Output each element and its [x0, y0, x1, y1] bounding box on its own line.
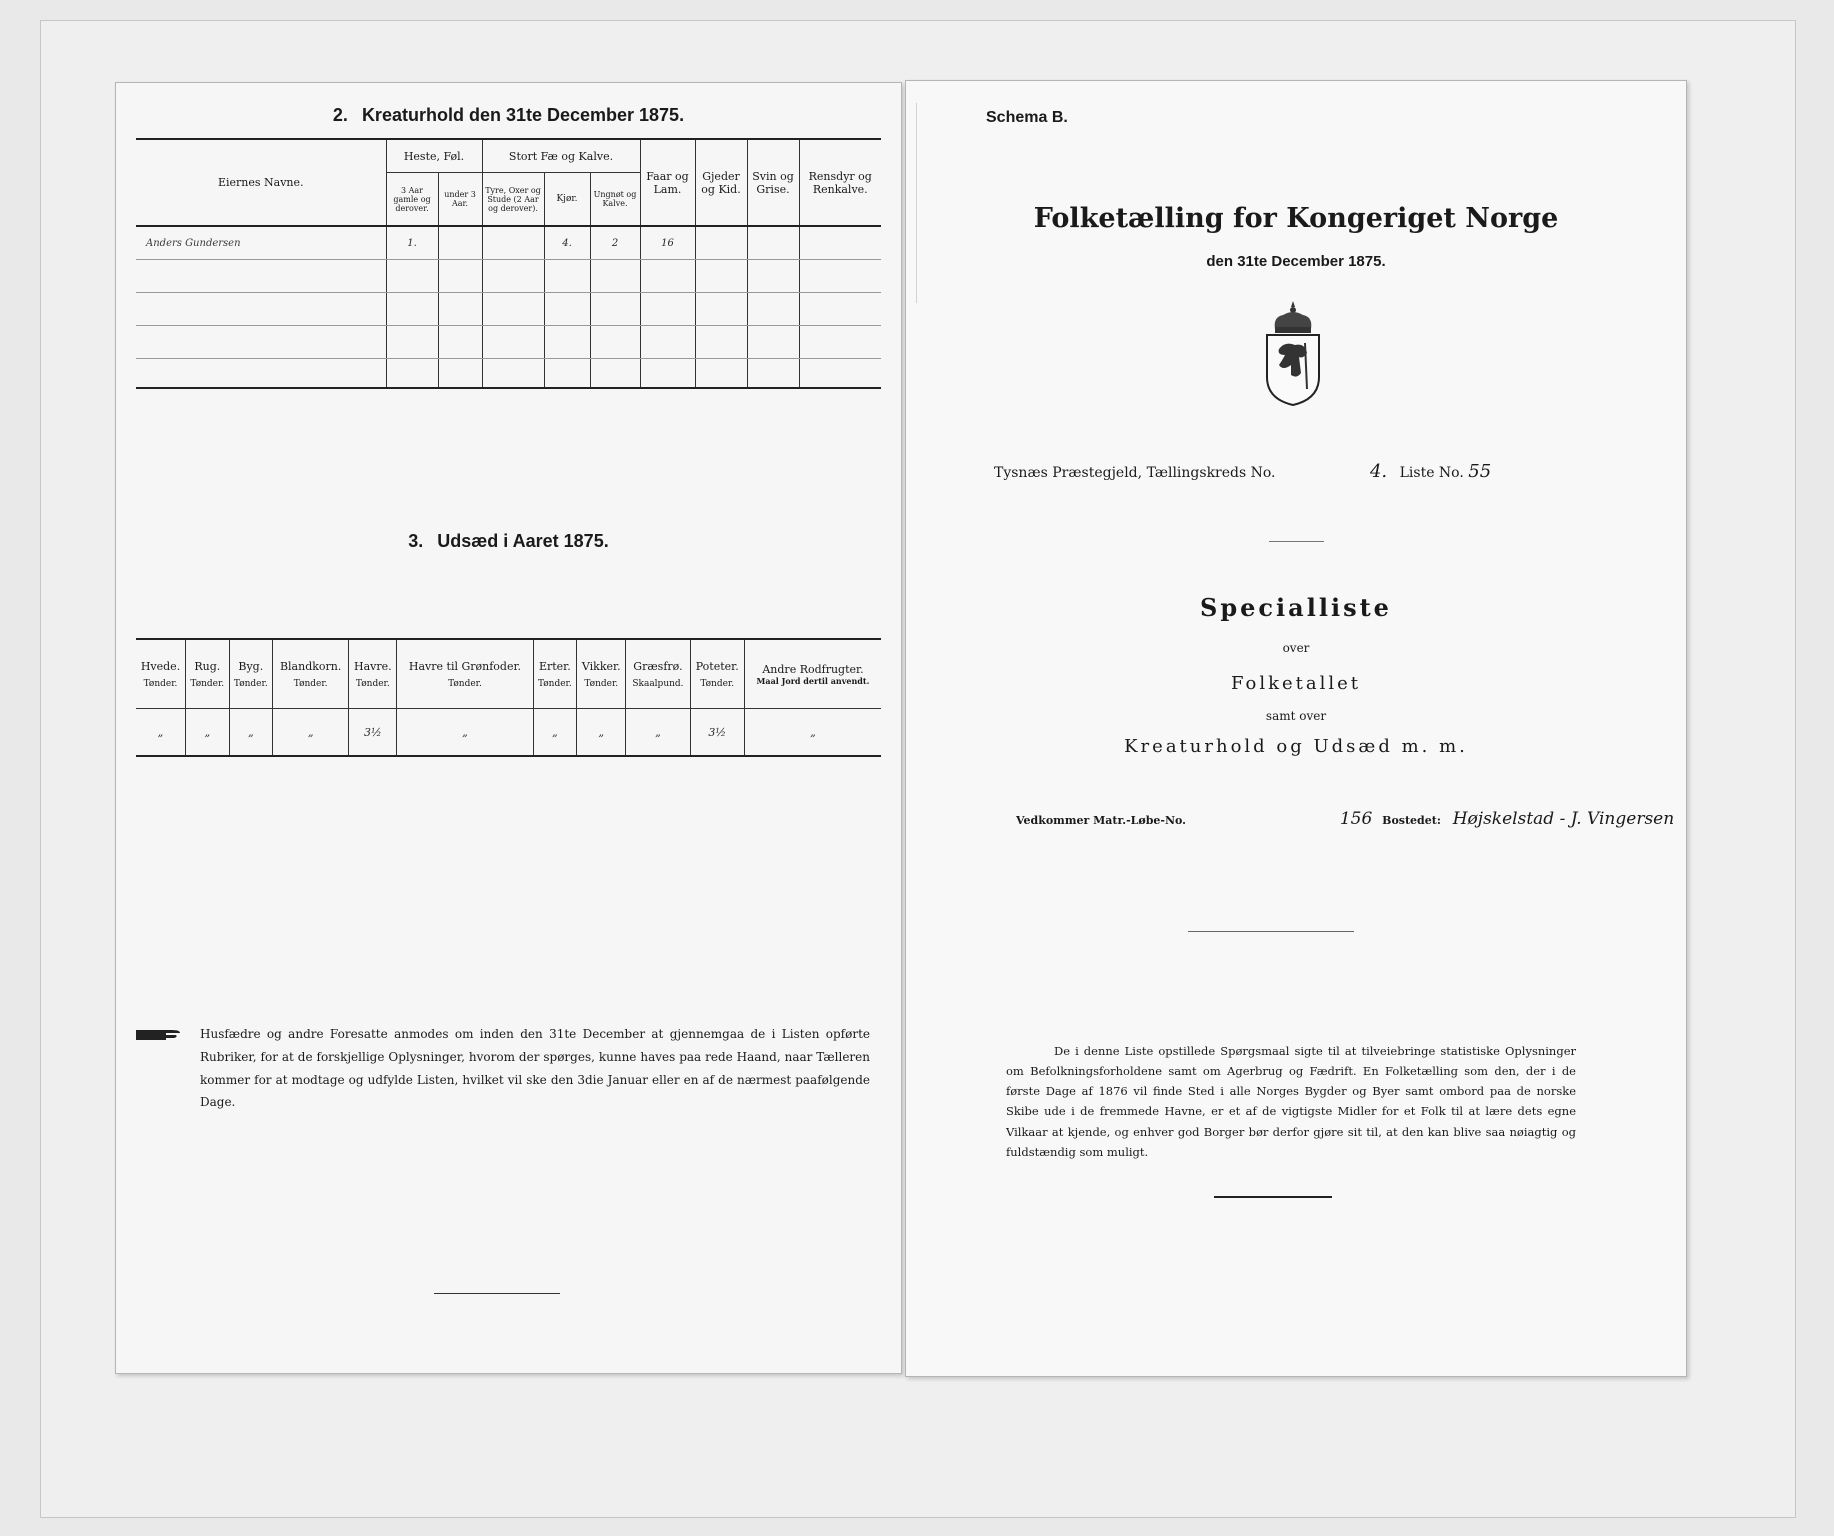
cell-rye: „	[186, 709, 230, 757]
col-pigs: Svin og Grise.	[747, 139, 799, 226]
table-row	[136, 359, 881, 389]
col-horses-old: 3 Aar gamle og derover.	[386, 173, 438, 227]
table-row	[136, 326, 881, 359]
cell-calves: 2	[590, 226, 640, 260]
cattle-group-header: Stort Fæ og Kalve.	[482, 139, 640, 173]
cell-goats	[695, 226, 747, 260]
col-sheep: Faar og Lam.	[640, 139, 695, 226]
kreds-value: 4.	[1369, 461, 1388, 482]
owner-header: Eiernes Navne.	[136, 139, 386, 226]
col-horses-young: under 3 Aar.	[438, 173, 482, 227]
cell-horses-old: 1.	[386, 226, 438, 260]
cell-peas: „	[533, 709, 577, 757]
left-page	[115, 82, 902, 1374]
table-row	[136, 260, 881, 293]
parish-name: Tysnæs	[994, 465, 1048, 481]
divider	[1188, 931, 1354, 932]
district-line	[994, 461, 1491, 482]
cell-oats: 3½	[349, 709, 397, 757]
notice	[136, 1023, 881, 1114]
col-potatoes: Poteter. Tønder.	[690, 639, 744, 709]
cell-bulls	[482, 226, 544, 260]
owner-name: Anders Gundersen	[136, 226, 386, 260]
cell-cows: 4.	[544, 226, 590, 260]
horses-group-header: Heste, Føl.	[386, 139, 482, 173]
matr-line	[1016, 809, 1674, 829]
cell-mixed-grain: „	[273, 709, 349, 757]
cell-green-fodder: „	[397, 709, 533, 757]
col-peas: Erter. Tønder.	[533, 639, 577, 709]
col-calves: Ungnøt og Kalve.	[590, 173, 640, 227]
pointing-hand-icon	[136, 1027, 182, 1043]
col-goats: Gjeder og Kid.	[695, 139, 747, 226]
col-wheat: Hvede. Tønder.	[136, 639, 186, 709]
cell-grass-seed: „	[626, 709, 690, 757]
sowing-table	[136, 638, 881, 757]
livestock-number: 2.	[332, 105, 348, 125]
table-row	[136, 226, 881, 260]
liste-value: 55	[1468, 461, 1492, 482]
over-label: over	[1282, 641, 1310, 655]
info-paragraph: De i denne Liste opstillede Spørgsmaal sigte til at tilveiebringe statistiske Oplysninger om Befolkningsforholdene samt om Agerbrug og Fædrift. En Folketælling som den, der i de første Dage af 1876 vil finde Sted i alle Norges Bygder og Byer samt ombord paa de norske Skibe ude i de fremmede Havne, er et af de vigtigste Midler for et Folk til at lære dets egne Vilkaar at kjende, og enhver god Borger bør derfor gjøre sit til, at den kan blive saa nøiagtig og fuldstændig som muligt.	[1006, 1044, 1576, 1159]
parish-label: Præstegjeld,	[1052, 465, 1143, 481]
livestock-title: Kreaturhold den 31te December 1875.	[361, 105, 685, 125]
census-date: den 31te December 1875.	[1206, 253, 1386, 270]
samt-over-label: samt over	[1265, 709, 1327, 723]
col-barley: Byg. Tønder.	[229, 639, 273, 709]
table-row	[136, 293, 881, 326]
cell-horses-young	[438, 226, 482, 260]
cell-potatoes: 3½	[690, 709, 744, 757]
sowing-number: 3.	[408, 531, 424, 551]
matr-value: 156	[1339, 809, 1373, 829]
right-page	[905, 80, 1687, 1377]
table-row	[136, 709, 881, 757]
cell-reindeer	[799, 226, 881, 260]
cell-wheat: „	[136, 709, 186, 757]
folketallet-label: Folketallet	[1230, 673, 1362, 694]
col-rye: Rug. Tønder.	[186, 639, 230, 709]
cell-vetch: „	[577, 709, 626, 757]
col-grass-seed: Græsfrø. Skaalpund.	[626, 639, 690, 709]
sowing-title: Udsæd i Aaret 1875.	[437, 531, 609, 551]
col-vetch: Vikker. Tønder.	[577, 639, 626, 709]
divider	[1214, 1196, 1332, 1198]
col-green-fodder: Havre til Grønfoder. Tønder.	[397, 639, 533, 709]
col-root-crops: Andre Rodfrugter. Maal Jord dertil anvendt.	[744, 639, 881, 709]
col-reindeer: Rensdyr og Renkalve.	[799, 139, 881, 226]
cell-sheep: 16	[640, 226, 695, 260]
kreaturhold-label: Kreaturhold og Udsæd m. m.	[1124, 736, 1468, 757]
bosted-label: Bostedet:	[1382, 814, 1441, 827]
notice-text: Husfædre og andre Foresatte anmodes om inden den 31te December at gjennemgaa de i Listen opførte Rubriker, for at de forskjellige Oplysninger, hvorom der spørges, kunne haves paa rede Haand, naar Tælleren kommer for at modtage og udfylde Listen, hvilket vil ske den 3die Januar eller en af de nærmest paafølgende Dage.	[200, 1027, 870, 1110]
page-title: Folketælling for Kongeriget Norge	[1033, 203, 1559, 234]
col-mixed-grain: Blandkorn. Tønder.	[273, 639, 349, 709]
cell-root-crops: „	[744, 709, 881, 757]
divider	[1269, 541, 1324, 542]
livestock-heading	[116, 105, 901, 126]
schema-label: Schema B.	[986, 109, 1068, 126]
matr-label: Vedkommer Matr.-Løbe-No.	[1016, 814, 1186, 827]
coat-of-arms-icon	[1261, 299, 1325, 407]
bosted-value: Højskelstad - J. Vingersen	[1452, 809, 1675, 829]
cell-pigs	[747, 226, 799, 260]
kreds-label: Tællingskreds No.	[1146, 465, 1276, 481]
divider	[434, 1293, 560, 1294]
livestock-table	[136, 138, 881, 389]
liste-label: Liste No.	[1399, 465, 1464, 481]
cell-barley: „	[229, 709, 273, 757]
col-bulls: Tyre, Oxer og Stude (2 Aar og derover).	[482, 173, 544, 227]
special-title: Specialliste	[1200, 593, 1392, 622]
col-cows: Kjør.	[544, 173, 590, 227]
sowing-heading	[116, 531, 901, 552]
col-oats: Havre. Tønder.	[349, 639, 397, 709]
